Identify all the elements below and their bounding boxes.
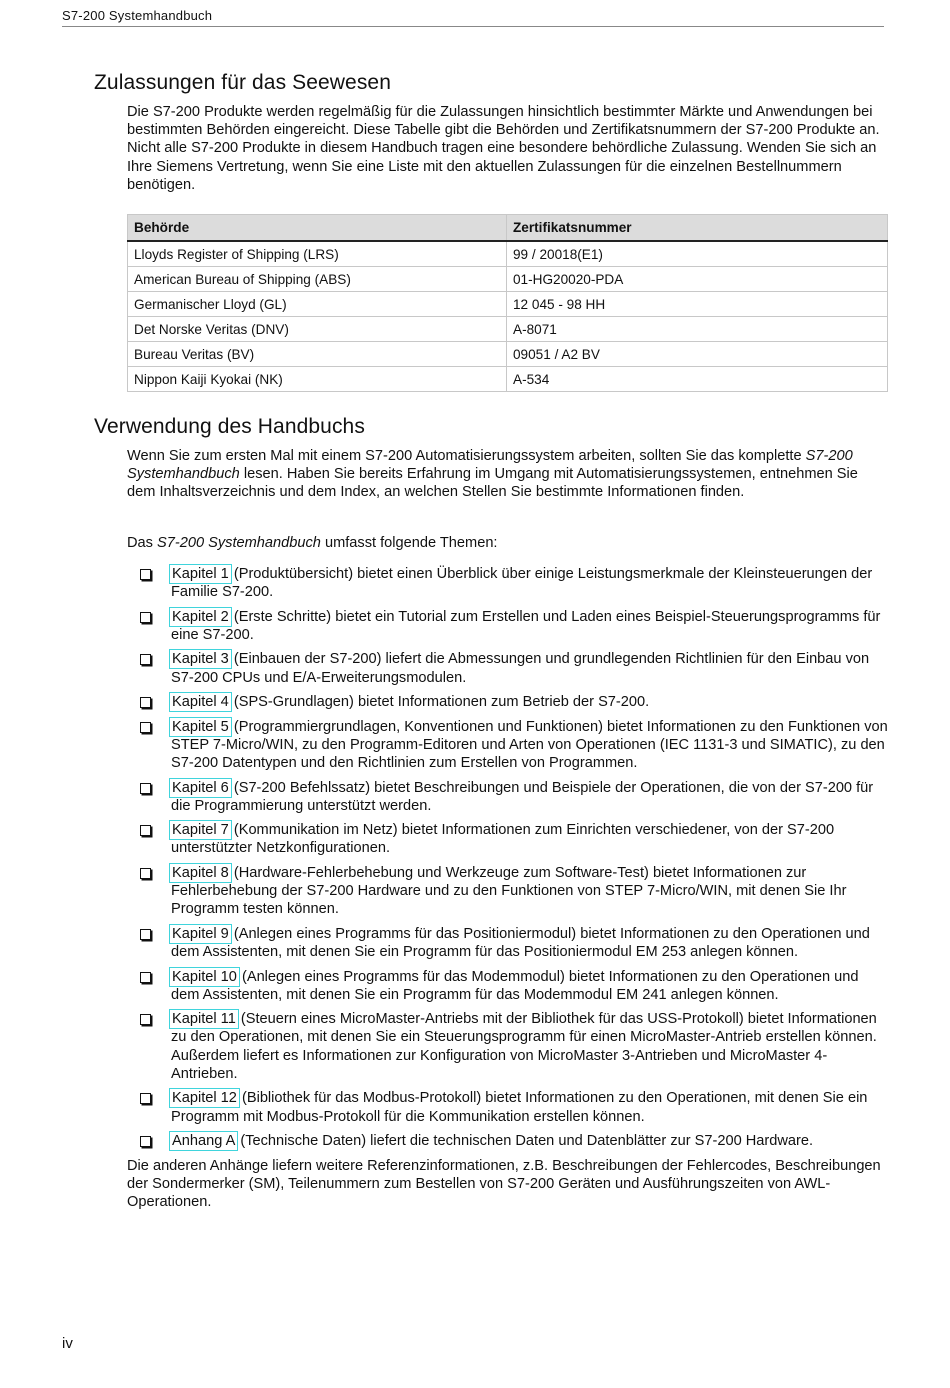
chapter-link[interactable]: Kapitel 3 bbox=[172, 651, 229, 668]
chapter-link[interactable]: Kapitel 7 bbox=[172, 822, 229, 839]
manual-title-italic: S7-200 Systemhandbuch bbox=[157, 535, 321, 551]
checkbox-bullet-icon bbox=[140, 1014, 151, 1025]
section-title-approvals: Zulassungen für das Seewesen bbox=[94, 71, 391, 94]
chapter-link[interactable]: Kapitel 5 bbox=[172, 718, 229, 735]
chapter-link[interactable]: Kapitel 10 bbox=[172, 968, 237, 985]
chapter-link[interactable]: Kapitel 12 bbox=[172, 1090, 237, 1107]
certificate-cell: 01-HG20020-PDA bbox=[507, 267, 888, 292]
chapter-link[interactable]: Kapitel 8 bbox=[172, 864, 229, 881]
certificate-cell: A-534 bbox=[507, 367, 888, 392]
chapter-description: (Technische Daten) liefert die technischen Daten und Datenblätter zur S7-200 Hardware. bbox=[236, 1133, 814, 1150]
list-item bbox=[138, 718, 888, 773]
chapter-link[interactable]: Kapitel 4 bbox=[172, 694, 229, 711]
checkbox-bullet-icon bbox=[140, 929, 151, 940]
checkbox-bullet-icon bbox=[140, 972, 151, 983]
list-item bbox=[138, 1132, 888, 1150]
topics-intro-paragraph bbox=[127, 534, 887, 552]
certificate-cell: 09051 / A2 BV bbox=[507, 342, 888, 367]
certificate-cell: 99 / 20018(E1) bbox=[507, 241, 888, 267]
topics-intro-text-cont: umfasst folgende Themen: bbox=[320, 535, 498, 551]
chapter-link[interactable]: Anhang A bbox=[172, 1133, 236, 1150]
chapter-description: (S7-200 Befehlssatz) bietet Beschreibungen und Beispiele der Operationen, die von der S7-200 für die Programmierung unterstützt werden. bbox=[171, 779, 874, 814]
chapter-description: (Steuern eines MicroMaster-Antriebs mit der Bibliothek für das USS-Protokoll) bietet Informationen zu den Operationen, mit denen Sie ein Steuerungsprogramm für einen MicroMaster-Antrieb erstellen können. Außerdem liefert es Informationen zur Konfiguration von MicroMaster 3-Antrieben und MicroMaster 4-Antrieben. bbox=[171, 1011, 877, 1082]
list-item bbox=[138, 650, 888, 686]
running-header: S7-200 Systemhandbuch bbox=[62, 8, 884, 27]
authority-cell: American Bureau of Shipping (ABS) bbox=[128, 267, 507, 292]
checkbox-bullet-icon bbox=[140, 697, 151, 708]
chapter-description: (Einbauen der S7-200) liefert die Abmessungen und grundlegenden Richtlinien für den Einbau von S7-200 CPUs und E/A-Erweiterungsmodulen. bbox=[171, 651, 870, 686]
chapter-description: (Anlegen eines Programms für das Modemmodul) bietet Informationen zu den Operationen und dem Assistenten, mit denen Sie ein Programm für das Modemmodul EM 241 anlegen können. bbox=[171, 968, 859, 1003]
table-row bbox=[128, 267, 888, 292]
chapter-link[interactable]: Kapitel 11 bbox=[172, 1011, 236, 1028]
checkbox-bullet-icon bbox=[140, 1093, 151, 1104]
checkbox-bullet-icon bbox=[140, 654, 151, 665]
section-title-manual-usage: Verwendung des Handbuchs bbox=[94, 415, 365, 438]
approvals-paragraph: Die S7-200 Produkte werden regelmäßig für die Zulassungen hinsichtlich bestimmter Märkte und Anwendungen bei bestimmten Behörden eingereicht. Diese Tabelle gibt die Behörden und Zertifikatsnummern der S7-200 Produkte an. Nicht alle S7-200 Produkte in diesem Handbuch tragen eine besondere behördliche Zulassung. Wenden Sie sich an Ihre Siemens Vertretung, wenn Sie eine Liste mit den aktuellen Zulassungen für die einzelnen Bestellnummern benötigen. bbox=[127, 104, 880, 193]
chapter-description: (Produktübersicht) bietet einen Überblick über einige Leistungsmerkmale der Kleinsteuerungen der Familie S7-200. bbox=[171, 566, 873, 601]
chapter-link[interactable]: Kapitel 2 bbox=[172, 608, 229, 625]
list-item bbox=[138, 779, 888, 815]
chapter-description: (SPS-Grundlagen) bietet Informationen zum Betrieb der S7-200. bbox=[229, 694, 650, 711]
table-header-row bbox=[128, 215, 888, 242]
checkbox-bullet-icon bbox=[140, 722, 151, 733]
list-item bbox=[138, 864, 888, 919]
authority-cell: Nippon Kaiji Kyokai (NK) bbox=[128, 367, 507, 392]
list-item bbox=[138, 565, 888, 601]
manual-title-italic: S7-200 Systemhandbuch bbox=[127, 448, 853, 483]
chapter-link[interactable]: Kapitel 1 bbox=[172, 566, 229, 582]
list-item bbox=[138, 608, 888, 644]
chapter-link[interactable]: Kapitel 9 bbox=[172, 925, 229, 942]
list-item bbox=[138, 693, 888, 711]
column-header-certificate: Zertifikatsnummer bbox=[507, 215, 888, 242]
column-header-authority: Behörde bbox=[128, 215, 507, 242]
checkbox-bullet-icon bbox=[140, 569, 151, 580]
certificate-table bbox=[127, 214, 888, 392]
page-number: iv bbox=[62, 1335, 73, 1352]
table-row bbox=[128, 367, 888, 392]
list-item bbox=[138, 1089, 888, 1125]
certificate-cell: 12 045 - 98 HH bbox=[507, 292, 888, 317]
table-row bbox=[128, 292, 888, 317]
chapter-description: (Erste Schritte) bietet ein Tutorial zum Erstellen und Laden eines Beispiel-Steuerungsprogramms für eine S7-200. bbox=[171, 608, 881, 643]
chapter-list bbox=[138, 565, 888, 1157]
certificate-cell: A-8071 bbox=[507, 317, 888, 342]
table-row bbox=[128, 342, 888, 367]
chapter-link[interactable]: Kapitel 6 bbox=[172, 779, 229, 796]
chapter-description: (Kommunikation im Netz) bietet Informationen zum Einrichten verschiedener, von der S7-200 unterstützter Netzkonfigurationen. bbox=[171, 822, 835, 857]
usage-intro-text-cont: lesen. Haben Sie bereits Erfahrung im Umgang mit Automatisierungssystemen, entnehmen Sie dem Inhaltsverzeichnis und dem Index, an welchen Stellen Sie bestimmte Informationen finden. bbox=[127, 466, 858, 501]
closing-paragraph: Die anderen Anhänge liefern weitere Referenzinformationen, z.B. Beschreibungen der Fehlercodes, Beschreibungen der Sondermerker (SM), Teilenummern zum Bestellen von S7-200 Geräten und Ausführungszeiten von AWL-Operationen. bbox=[127, 1158, 881, 1211]
authority-cell: Bureau Veritas (BV) bbox=[128, 342, 507, 367]
chapter-description: (Bibliothek für das Modbus-Protokoll) bietet Informationen zu den Operationen, mit denen Sie ein Programm mit Modbus-Protokoll für die Kommunikation erstellen können. bbox=[171, 1090, 868, 1125]
list-item bbox=[138, 968, 888, 1004]
chapter-description: (Programmiergrundlagen, Konventionen und Funktionen) bietet Informationen zu den Funktionen von STEP 7-Micro/WIN, zu den Programm-Editoren und Arten von Operationen (IEC 1131-3 und SIMATIC), zu den S7-200 Datentypen und den Richtlinien zum Erstellen von Programmen. bbox=[171, 718, 888, 772]
chapter-description: (Hardware-Fehlerbehebung und Werkzeuge zum Software-Test) bietet Informationen zur Fehlerbehebung der S7-200 Hardware und zu den Funktionen von STEP 7-Micro/WIN, mit denen Sie Ihr Programm testen können. bbox=[171, 864, 847, 918]
authority-cell: Germanischer Lloyd (GL) bbox=[128, 292, 507, 317]
table-row bbox=[128, 241, 888, 267]
usage-intro-paragraph bbox=[127, 447, 887, 502]
checkbox-bullet-icon bbox=[140, 612, 151, 623]
checkbox-bullet-icon bbox=[140, 825, 151, 836]
table-row bbox=[128, 317, 888, 342]
checkbox-bullet-icon bbox=[140, 783, 151, 794]
checkbox-bullet-icon bbox=[140, 1136, 151, 1147]
list-item bbox=[138, 925, 888, 961]
list-item bbox=[138, 1010, 888, 1083]
checkbox-bullet-icon bbox=[140, 868, 151, 879]
authority-cell: Det Norske Veritas (DNV) bbox=[128, 317, 507, 342]
list-item bbox=[138, 821, 888, 857]
chapter-description: (Anlegen eines Programms für das Positioniermodul) bietet Informationen zu den Operationen und dem Assistenten, mit denen Sie ein Programm für das Positioniermodul EM 253 anlegen können. bbox=[171, 925, 870, 961]
usage-intro-text: Wenn Sie zum ersten Mal mit einem S7-200 Automatisierungssystem arbeiten, sollten Sie das komplette bbox=[127, 448, 806, 464]
authority-cell: Lloyds Register of Shipping (LRS) bbox=[128, 241, 507, 267]
topics-intro-text: Das bbox=[127, 535, 158, 551]
